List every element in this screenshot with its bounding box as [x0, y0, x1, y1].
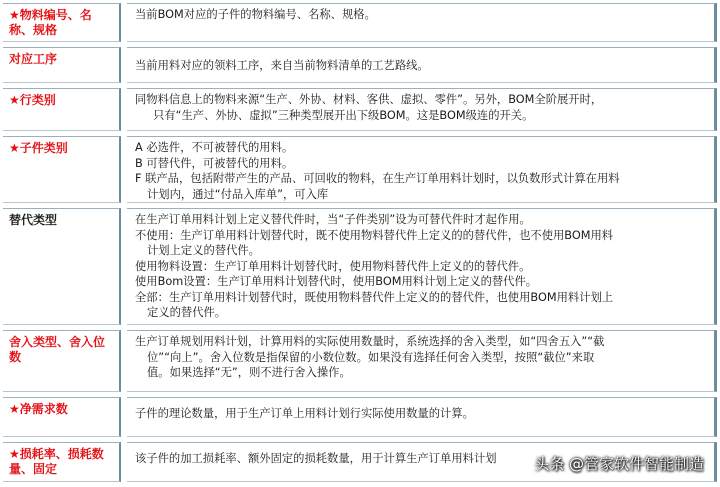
field-description — [127, 136, 717, 203]
watermark: 头条 @管家软件智能制造 — [534, 455, 704, 473]
description-line: 在生产订单用料计划上定义替代件时，当“子件类别”设为可替代件时才起作用。 — [135, 213, 531, 226]
description-line: 子件的理论数量，用于生产订单上用料计划行实际使用数量的计算。 — [135, 407, 474, 420]
table-row — [3, 330, 717, 392]
description-line: 生产订单规划用料计划，计算用料的实际使用数量时，系统选择的舍入类型，如“四舍五入”“截 — [135, 335, 605, 348]
description-line: A 必选件，不可被替代的用料。 — [135, 141, 294, 154]
description-line: 当前BOM对应的子件的物料编号、名称、规格。 — [135, 8, 376, 21]
table-row — [3, 208, 717, 325]
description-line: 定义的替代件。 — [147, 306, 227, 319]
field-label: 对应工序 — [3, 47, 121, 83]
description-line: 不使用：生产订单用料计划替代时，既不使用物料替代件上定义的的替代件，也不使用BOM用料 — [135, 228, 614, 242]
description-line: 当前用料对应的领料工序，来自当前物料清单的工艺路线。 — [135, 59, 429, 72]
bom-field-table — [3, 3, 717, 487]
description-line: 使用物料设置：生产订单用料计划替代时，使用物料替代件上定义的的替代件。 — [135, 259, 531, 273]
description-line: 同物料信息上的物料来源“生产、外协、材料、客供、虚拟、零件”。另外，BOM全阶展开时， — [135, 93, 603, 106]
description-line: 使用Bom设置：生产订单用料计划替代时，使用BOM用料计划上定义的替代件。 — [135, 275, 538, 288]
description-line: 该子件的加工损耗率、额外固定的损耗数量，用于计算生产订单用料计划 — [135, 452, 497, 465]
field-label: ★物料编号、名称、规格 — [3, 3, 121, 42]
description-line: 位”“向上”。舍入位数是指保留的小数位数。如果没有选择任何舍入类型，按照“截位”来取 — [147, 350, 595, 364]
field-label: ★损耗率、损耗数量、固定 — [3, 442, 121, 482]
description-line: 计划内，通过“付品入库单”，可入库 — [147, 187, 329, 201]
table-row — [3, 88, 717, 131]
table-row — [3, 47, 717, 83]
description-line: 只有“生产、外协、虚拟”三种类型展开出下级BOM。这是BOM级连的开关。 — [153, 108, 534, 122]
table-row — [3, 136, 717, 203]
table-row — [3, 3, 717, 42]
field-label: ★净需求数 — [3, 397, 121, 437]
field-description — [127, 208, 717, 325]
description-line: 计划上定义的替代件。 — [147, 244, 260, 257]
description-line: F 联产品，包括附带产生的产品、可回收的物料，在生产订单用料计划时，以负数形式计算在用料 — [135, 172, 620, 185]
field-label: ★子件类别 — [3, 136, 121, 203]
description-line: 全部：生产订单用料计划替代时，既使用物料替代件上定义的的替代件，也使用BOM用料计划上 — [135, 290, 614, 304]
field-label: 舍入类型、舍入位数 — [3, 330, 121, 392]
field-description — [127, 397, 717, 437]
table-row — [3, 397, 717, 437]
description-line: B 可替代件，可被替代的用料。 — [135, 156, 294, 170]
field-description — [127, 88, 717, 131]
field-description — [127, 330, 717, 392]
description-line: 值。如果选择“无”，则不进行舍入操作。 — [147, 366, 351, 379]
field-description — [127, 3, 717, 42]
field-label: 替代类型 — [3, 208, 121, 325]
field-description — [127, 47, 717, 83]
field-label: ★行类别 — [3, 88, 121, 131]
